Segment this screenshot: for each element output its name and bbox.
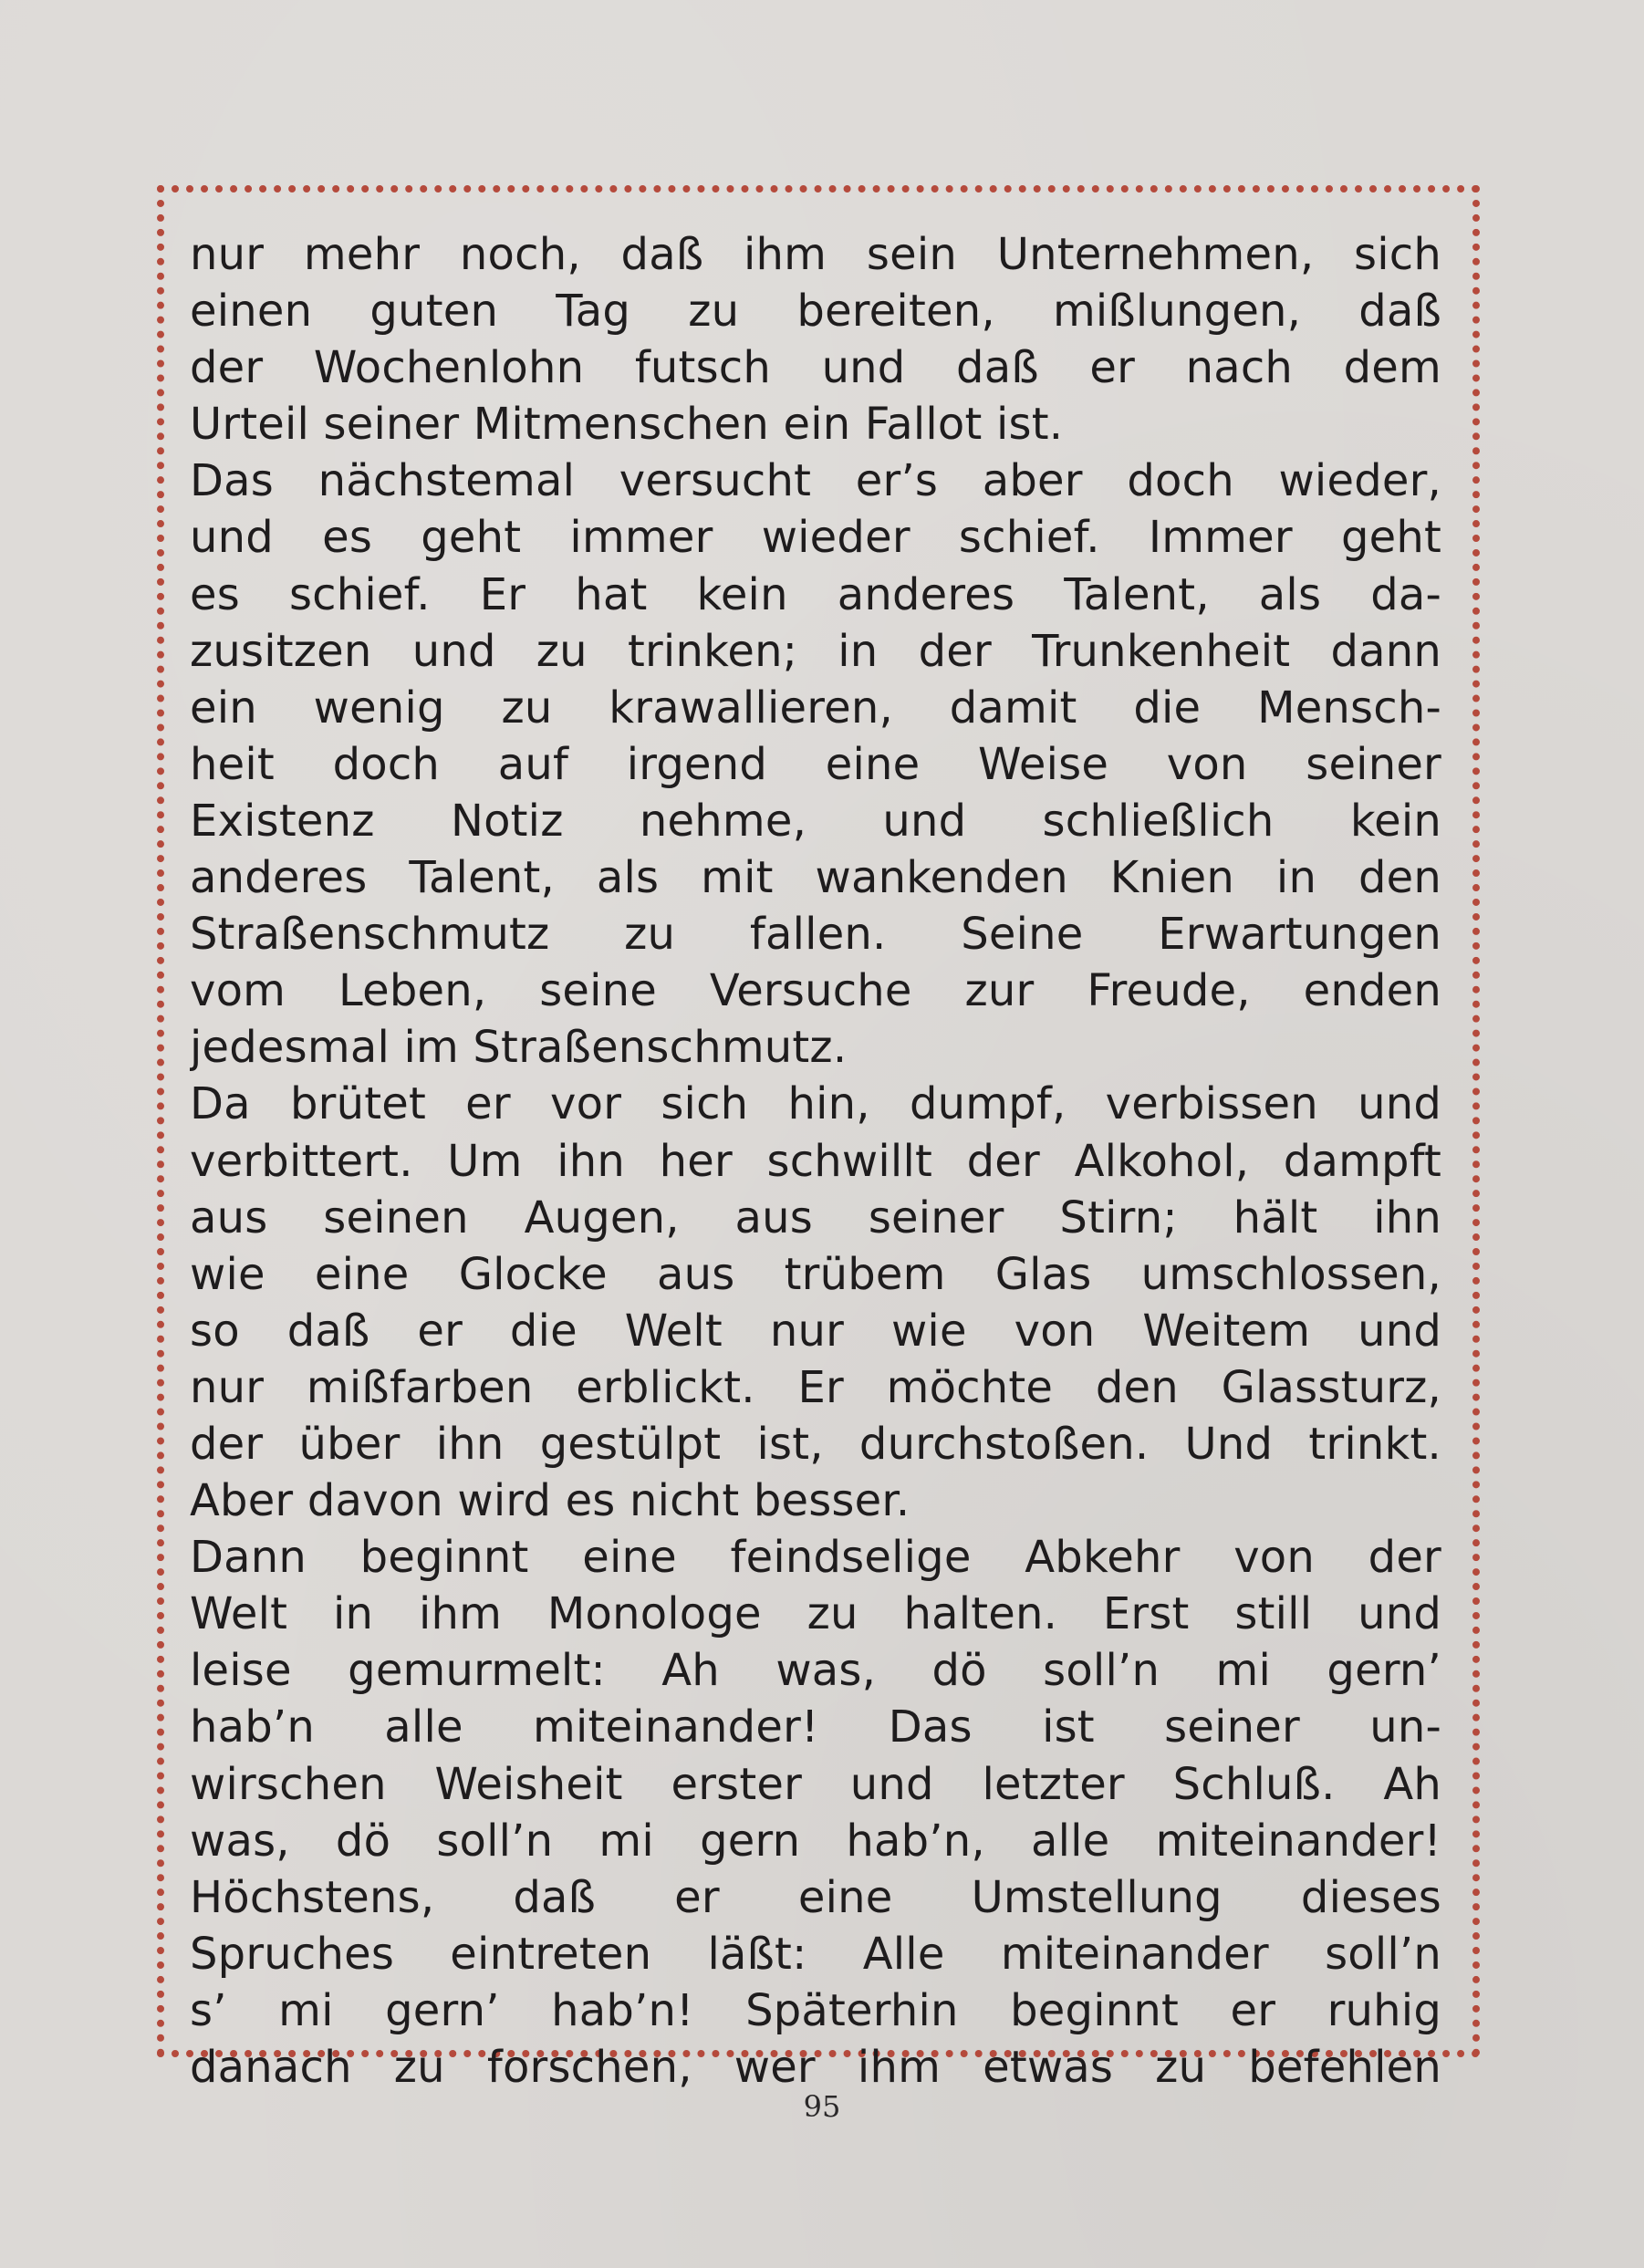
page-number: 95: [803, 2089, 841, 2124]
text-line: leise gemurmelt: Ah was, dö soll’n mi gern’: [190, 1645, 1441, 1697]
text-line: hab’n alle miteinander! Das ist seiner un-: [190, 1701, 1441, 1753]
text-line: jedesmal im Straßenschmutz.: [190, 1022, 848, 1074]
text-line: Spruches eintreten läßt: Alle miteinander soll’n: [190, 1928, 1441, 1980]
text-line: Dann beginnt eine feindselige Abkehr von der: [190, 1532, 1441, 1584]
text-line: ein wenig zu krawallieren, damit die Mensch-: [190, 681, 1441, 733]
text-line: der über ihn gestülpt ist, durchstoßen. Und trinkt.: [190, 1418, 1441, 1470]
text-line: was, dö soll’n mi gern hab’n, alle miteinander!: [190, 1815, 1441, 1867]
text-line: Straßenschmutz zu fallen. Seine Erwartungen: [190, 909, 1441, 961]
text-line: danach zu forschen, wer ihm etwas zu befehlen: [190, 2042, 1441, 2093]
text-line: es schief. Er hat kein anderes Talent, als da-: [190, 568, 1441, 620]
text-line: Existenz Notiz nehme, und schließlich kein: [190, 795, 1441, 847]
text-line: vom Leben, seine Versuche zur Freude, enden: [190, 965, 1441, 1017]
text-line: wirschen Weisheit erster und letzter Schluß. Ah: [190, 1758, 1441, 1810]
text-line: zusitzen und zu trinken; in der Trunkenheit dann: [190, 625, 1441, 677]
text-line: einen guten Tag zu bereiten, mißlungen, daß: [190, 286, 1441, 338]
text-line: nur mehr noch, daß ihm sein Unternehmen, sich: [190, 229, 1441, 280]
text-line: anderes Talent, als mit wankenden Knien in den: [190, 852, 1441, 904]
text-line: aus seinen Augen, aus seiner Stirn; hält ihn: [190, 1191, 1441, 1243]
text-line: und es geht immer wieder schief. Immer geht: [190, 512, 1441, 564]
text-line: heit doch auf irgend eine Weise von seiner: [190, 738, 1441, 790]
text-line: Welt in ihm Monologe zu halten. Erst still und: [190, 1588, 1441, 1640]
text-line: wie eine Glocke aus trübem Glas umschlossen,: [190, 1248, 1441, 1300]
text-line: s’ mi gern’ hab’n! Späterhin beginnt er ruhig: [190, 1984, 1441, 2036]
text-line: Aber davon wird es nicht besser.: [190, 1475, 910, 1527]
text-line: Urteil seiner Mitmenschen ein Fallot ist.: [190, 399, 1064, 451]
text-line: nur mißfarben erblickt. Er möchte den Glassturz,: [190, 1361, 1441, 1413]
text-line: Das nächstemal versucht er’s aber doch wieder,: [190, 455, 1441, 507]
text-line: so daß er die Welt nur wie von Weitem und: [190, 1305, 1441, 1357]
text-line: Höchstens, daß er eine Umstellung dieses: [190, 1871, 1441, 1923]
text-line: Da brütet er vor sich hin, dumpf, verbissen und: [190, 1078, 1441, 1130]
body-text: [190, 226, 1441, 2096]
text-line: verbittert. Um ihn her schwillt der Alkohol, dampft: [190, 1135, 1441, 1187]
text-line: der Wochenlohn futsch und daß er nach dem: [190, 342, 1441, 394]
